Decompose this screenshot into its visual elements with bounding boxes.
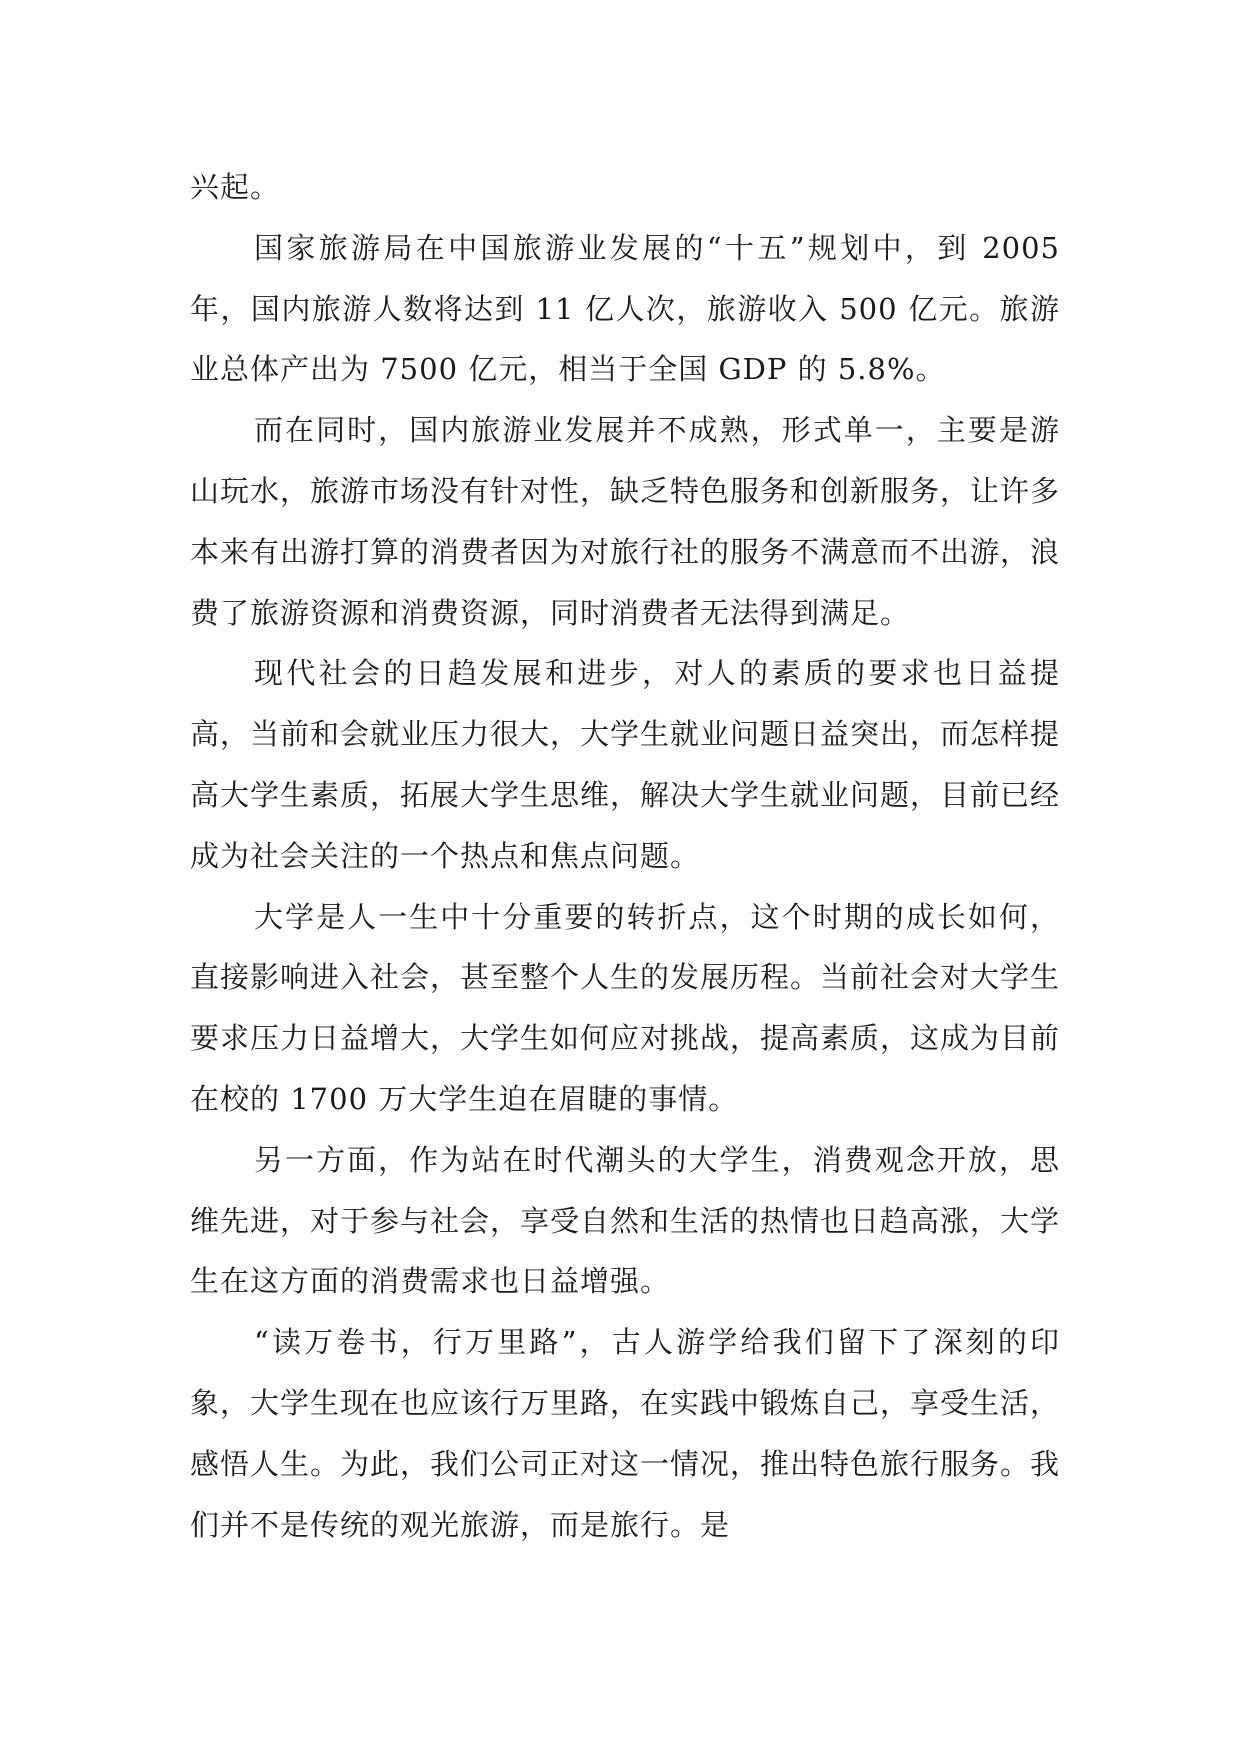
document-body [190,157,1060,1555]
paragraph-3: 而在同时，国内旅游业发展并不成熟，形式单一，主要是游山玩水，旅游市场没有针对性，缺乏特色服务和创新服务，让许多本来有出游打算的消费者因为对旅行社的服务不满意而不出游，浪费了旅游资源和消费资源，同时消费者无法得到满足。 [190,413,1061,630]
paragraph-4: 现代社会的日趋发展和进步，对人的素质的要求也日益提高，当前和会就业压力很大，大学生就业问题日益突出，而怎样提高大学生素质，拓展大学生思维，解决大学生就业问题，目前已经成为社会关注的一个热点和焦点问题。 [190,656,1061,873]
paragraph-7: “读万卷书，行万里路”，古人游学给我们留下了深刻的印象，大学生现在也应该行万里路，在实践中锻炼自己，享受生活，感悟人生。为此，我们公司正对这一情况，推出特色旅行服务。我们并不是传统的观光旅游，而是旅行。是 [190,1325,1061,1542]
paragraph-2: 国家旅游局在中国旅游业发展的“十五”规划中，到 2005 年，国内旅游人数将达到 11 亿人次，旅游收入 500 亿元。旅游业总体产出为 7500 亿元，相当于全国 GDP 的 5.8%。 [190,230,1060,387]
paragraph-1: 兴起。 [190,170,281,204]
paragraph-6: 另一方面，作为站在时代潮头的大学生，消费观念开放，思维先进，对于参与社会，享受自然和生活的热情也日趋高涨，大学生在这方面的消费需求也日益增强。 [190,1142,1061,1299]
paragraph-5: 大学是人一生中十分重要的转折点，这个时期的成长如何，直接影响进入社会，甚至整个人生的发展历程。当前社会对大学生要求压力日益增大，大学生如何应对挑战，提高素质，这成为目前在校的 1700 万大学生迫在眉睫的事情。 [190,899,1061,1116]
